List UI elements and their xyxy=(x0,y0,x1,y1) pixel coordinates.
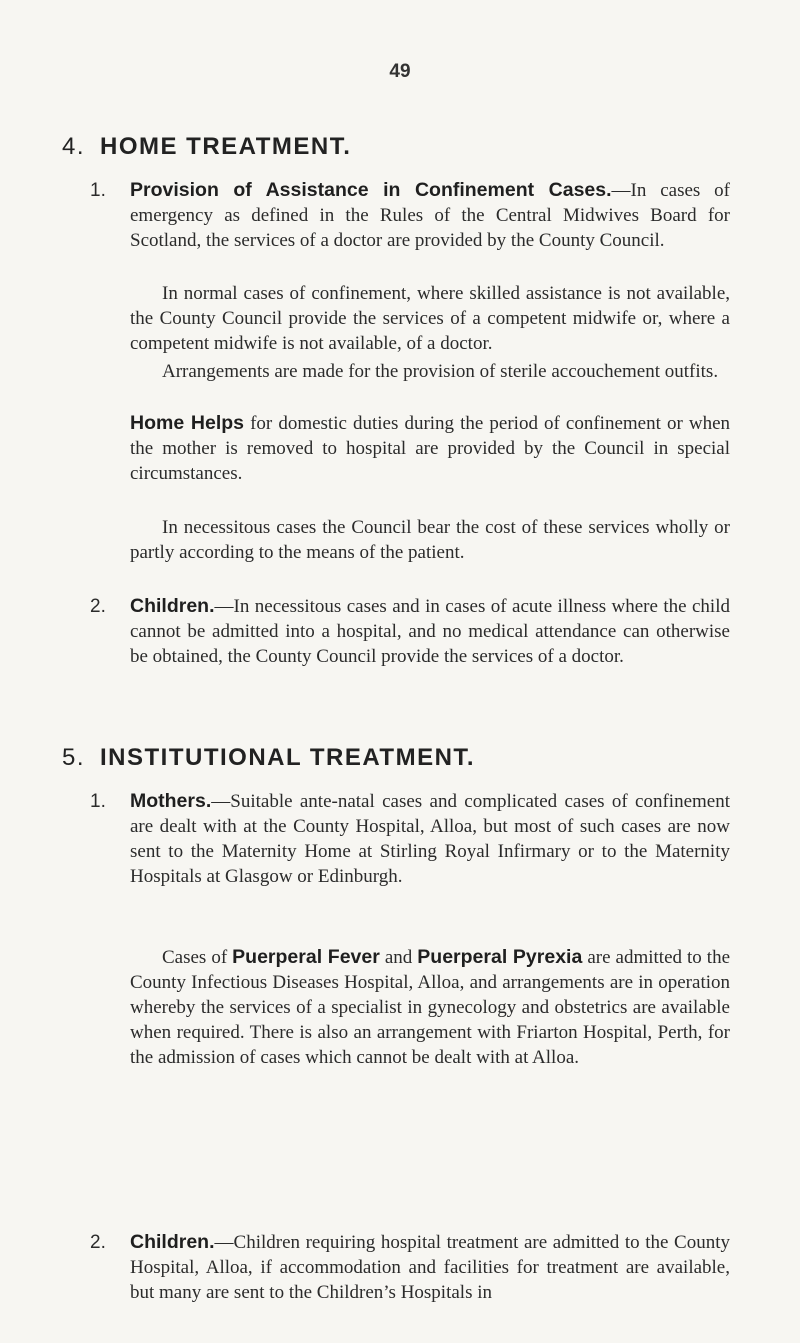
section-5-item-2 xyxy=(90,1230,730,1305)
home-helps-text: for domestic duties during the period of confinement or when the mother is removed to hospital are provided by the Council in special circumstances. xyxy=(130,413,731,484)
paragraph-necessitous: In necessitous cases the Council bear the cost of these services wholly or partly according to the means of the patient. xyxy=(130,517,730,563)
section-4-number: 4. xyxy=(62,133,86,160)
puerperal-pre: Cases of xyxy=(162,947,233,968)
item-text: —In necessitous cases and in cases of acute illness where the child cannot be admitted into a hospital, and no medical attendance can otherwise be obtained, the County Council provide the services of a doctor. xyxy=(130,596,730,667)
home-helps-heading: Home Helps xyxy=(130,412,245,434)
puerperal-pyrexia-term: Puerperal Pyrexia xyxy=(417,946,583,968)
section-4-item-2 xyxy=(90,594,730,669)
item-number: 1. xyxy=(90,180,106,201)
puerperal-and: and xyxy=(379,947,418,968)
item-number: 2. xyxy=(90,1232,106,1253)
page-number: 49 xyxy=(389,61,411,82)
item-number: 1. xyxy=(90,791,106,812)
puerperal-text: are admitted to the County Infectious Diseases Hospital, Alloa, and arrangements are in operation whereby the services of a specialist in gynecology and obstetrics are available when required. There is also an arrangement with Friarton Hospital, Perth, for the admission of cases which cannot be dealt with at Alloa. xyxy=(130,947,731,1068)
item-heading: Children. xyxy=(130,1231,215,1253)
section-5-heading xyxy=(62,744,475,772)
section-4-heading xyxy=(62,133,351,161)
puerperal-fever-term: Puerperal Fever xyxy=(232,946,380,968)
paragraph-normal-cases: In normal cases of confinement, where skilled assistance is not available, the County Council provide the services of a competent midwife or, where a competent midwife is not available, of a doctor. xyxy=(130,283,730,354)
item-heading: Mothers. xyxy=(130,790,212,812)
section-4-item-1 xyxy=(90,178,730,253)
section-5-number: 5. xyxy=(62,744,86,771)
paragraph-home-helps xyxy=(130,411,730,486)
paragraph-puerperal xyxy=(130,945,730,1070)
item-heading: Children. xyxy=(130,595,215,617)
section-5-item-1 xyxy=(90,789,730,889)
section-5-title: INSTITUTIONAL TREATMENT. xyxy=(100,744,476,771)
item-text: —Suitable ante-natal cases and complicated cases of confinement are dealt with at the County Hospital, Alloa, but most of such cases are now sent to the Maternity Home at Stirling Royal Infirmary or to the Maternity Hospitals at Glasgow or Edinburgh. xyxy=(130,791,730,887)
item-text: —In cases of emergency as defined in the Rules of the Central Midwives Board for Scotland, the services of a doctor are provided by the County Council. xyxy=(130,180,730,251)
section-4-title: HOME TREATMENT. xyxy=(100,133,352,160)
paragraph-arrangements: Arrangements are made for the provision of sterile accouchement outfits. xyxy=(162,361,719,382)
item-heading: Provision of Assistance in Confinement Cases. xyxy=(130,179,612,201)
item-text: —Children requiring hospital treatment are admitted to the County Hospital, Alloa, if accommodation and facilities for treatment are available, but many are sent to the Children’s Hospitals in xyxy=(130,1232,730,1303)
item-number: 2. xyxy=(90,596,106,617)
